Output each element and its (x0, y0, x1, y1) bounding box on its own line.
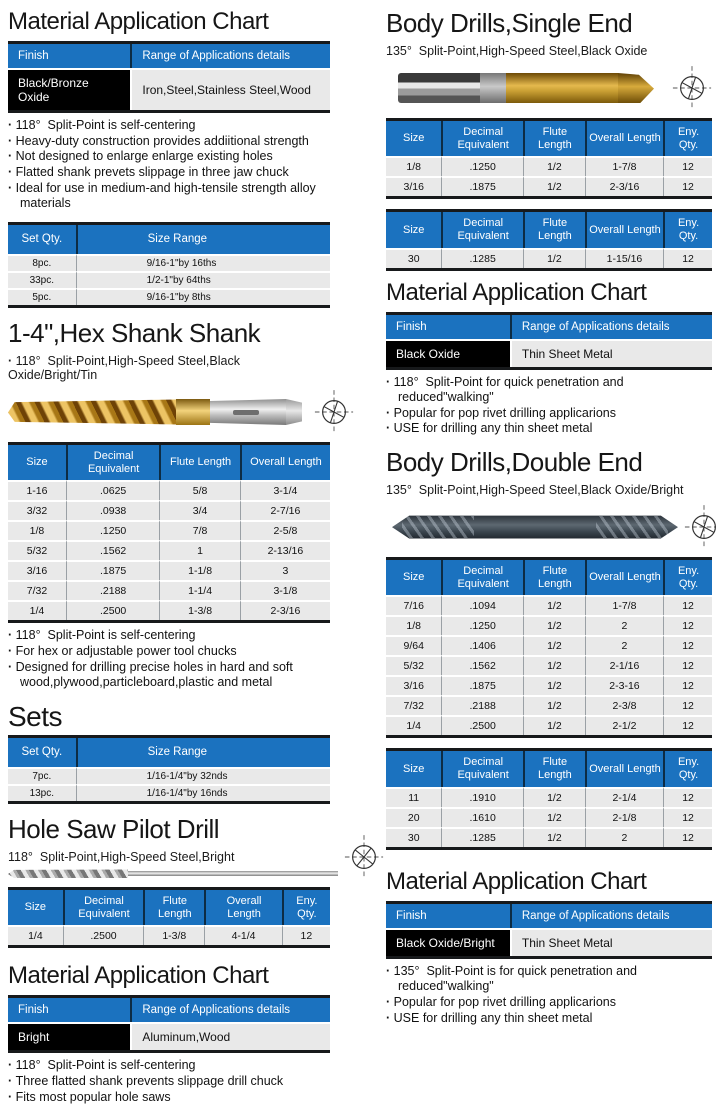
section-title: Hole Saw Pilot Drill (8, 813, 220, 844)
section-sets (8, 701, 330, 804)
table-row (386, 635, 712, 655)
table-cell: .2188 (441, 695, 523, 715)
bullet-item: · USE for drilling any thin sheet metal (386, 421, 712, 437)
table-row (386, 827, 712, 847)
drill-flute (8, 869, 128, 878)
table-cell: 5/32 (386, 655, 441, 675)
section-hex-shank (8, 318, 330, 691)
table-row (8, 520, 330, 540)
table-cell: 2-1/8 (585, 807, 663, 827)
table-cell: 3/4 (159, 500, 240, 520)
data-table (386, 209, 712, 270)
column-header: Flute Length (523, 212, 585, 247)
double-end-drill-image (392, 514, 678, 540)
column-header: Decimal Equivalent (441, 751, 523, 786)
table-row (8, 580, 330, 600)
column-header: Set Qty. (8, 738, 76, 767)
column-header: Overall Length (585, 212, 663, 247)
table-cell: 1/2 (523, 248, 585, 268)
hole-saw-table (8, 887, 330, 948)
table-cell: 5/8 (159, 480, 240, 500)
table-cell: 3/32 (8, 500, 66, 520)
table-cell: 12 (663, 787, 712, 807)
table-row (8, 784, 330, 801)
table-row (8, 767, 330, 784)
hex-shank-drill-image (8, 399, 308, 425)
table-cell: 1/2 (523, 675, 585, 695)
range-cell: Iron,Steel,Stainless Steel,Wood (130, 68, 330, 110)
bullet-item: · Heavy-duty construction provides addiitional strength (8, 134, 330, 150)
table-cell: 1-15/16 (585, 248, 663, 268)
range-cell: Thin Sheet Metal (510, 928, 712, 956)
column-header: Overall Length (585, 121, 663, 156)
table-cell: 4-1/4 (204, 925, 281, 945)
table-cell: 1/16-1/4"by 16nds (76, 784, 330, 801)
header-row (386, 121, 712, 156)
column-header: Size Range (76, 738, 330, 767)
section-title: Material Application Chart (8, 8, 269, 35)
column-header-finish: Finish (8, 44, 130, 68)
double-end-table-fractional (386, 557, 712, 738)
header-row (8, 738, 330, 767)
section-subtitle: 118° Split-Point,High-Speed Steel,Bright (8, 849, 235, 864)
bullet-item: · Ideal for use in medium-and high-tensile strength alloy materials (8, 181, 330, 212)
table-cell: 12 (663, 635, 712, 655)
table-row (8, 480, 330, 500)
table-cell: 7/8 (159, 520, 240, 540)
section-subtitle: 135° Split-Point,High-Speed Steel,Black Oxide/Bright (386, 483, 684, 498)
table-cell: 1-3/8 (143, 925, 204, 945)
table-cell: 12 (663, 156, 712, 176)
table-cell: 1/8 (386, 156, 441, 176)
feature-bullets (8, 118, 330, 212)
table-row (386, 695, 712, 715)
table-row (386, 595, 712, 615)
bullet-item: · 118° Split-Point is self-centering (8, 118, 330, 134)
range-cell: Aluminum,Wood (130, 1022, 330, 1050)
bullet-item: · 135° Split-Point is for quick penetration and reduced"walking" (386, 964, 712, 995)
section-set-quantities (8, 222, 330, 308)
hex-drill-figure (8, 389, 330, 435)
table-cell: 7/16 (386, 595, 441, 615)
table-cell: 12 (663, 655, 712, 675)
double-end-drill-figure (386, 504, 712, 550)
left-column (0, 0, 356, 1115)
finish-cell: Black Oxide/Bright (386, 928, 510, 956)
table-cell: 1/2 (523, 655, 585, 675)
table-cell: 2 (585, 827, 663, 847)
table-cell: 1/4 (8, 925, 63, 945)
table-cell: 1 (159, 540, 240, 560)
table-cell: .1250 (441, 156, 523, 176)
column-header: Eny. Qty. (282, 890, 330, 925)
table-cell: 7/32 (8, 580, 66, 600)
table-cell: 12 (663, 827, 712, 847)
drill-hex-shank (210, 399, 286, 425)
table-cell: 1-1/4 (159, 580, 240, 600)
bullet-item: · Fits most popular hole saws (8, 1090, 330, 1106)
bullet-item: · Three flatted shank prevents slippage drill chuck (8, 1074, 330, 1090)
table-cell: 9/16-1"by 16ths (76, 254, 330, 271)
table-row (386, 339, 712, 367)
material-table (8, 41, 330, 113)
table-cell: .1406 (441, 635, 523, 655)
drill-shank (128, 871, 338, 876)
drill-flute (8, 399, 176, 425)
finish-cell: Black/Bronze Oxide (8, 68, 130, 110)
data-table (8, 735, 330, 804)
single-end-drill-image (398, 73, 654, 103)
table-cell: .1562 (441, 655, 523, 675)
table-cell: .0625 (66, 480, 159, 500)
table-cell: 1-7/8 (585, 156, 663, 176)
table-cell: 2-3/8 (585, 695, 663, 715)
section-title: Material Application Chart (386, 278, 647, 306)
column-header: Size (8, 445, 66, 480)
column-header: Size (386, 560, 441, 595)
range-cell: Thin Sheet Metal (510, 339, 712, 367)
data-table (8, 222, 330, 308)
table-row (386, 675, 712, 695)
table-cell: 1/2 (523, 807, 585, 827)
table-cell: 7/32 (386, 695, 441, 715)
table-row (386, 156, 712, 176)
feature-bullets (386, 375, 712, 438)
table-cell: 2-13/16 (240, 540, 330, 560)
table-cell: 33pc. (8, 271, 76, 288)
bullet-item: · Popular for pop rivet drilling applicarions (386, 406, 712, 422)
table-cell: .2500 (441, 715, 523, 735)
table-cell: 1/8 (8, 520, 66, 540)
table-cell: 11 (386, 787, 441, 807)
table-cell: 12 (663, 715, 712, 735)
table-cell: 2-1/16 (585, 655, 663, 675)
section-body-drills-double (386, 447, 712, 850)
drill-shank-end (286, 399, 302, 425)
header-row (8, 890, 330, 925)
bullet-item: · USE for drilling any thin sheet metal (386, 1011, 712, 1027)
table-cell: 3-1/8 (240, 580, 330, 600)
split-point-icon (684, 504, 716, 550)
table-cell: .1610 (441, 807, 523, 827)
column-header-range: Range of Applications details (510, 904, 712, 928)
section-title: Material Application Chart (8, 962, 269, 990)
table-cell: 9/16-1"by 8ths (76, 288, 330, 305)
table-row (386, 176, 712, 196)
column-header: Flute Length (159, 445, 240, 480)
table-cell: 13pc. (8, 784, 76, 801)
table-cell: 2 (585, 635, 663, 655)
drill-point (618, 73, 654, 103)
header-row (386, 560, 712, 595)
material-table (386, 901, 712, 959)
table-cell: 3/16 (8, 560, 66, 580)
column-header: Size (8, 890, 63, 925)
table-row (8, 500, 330, 520)
section-material-chart-2 (8, 962, 330, 1105)
table-row (8, 1022, 330, 1050)
column-header: Overall Length (585, 560, 663, 595)
table-cell: 12 (663, 248, 712, 268)
table-row (8, 540, 330, 560)
feature-bullets (386, 964, 712, 1027)
bullet-item: · Flatted shank prevets slippage in three jaw chuck (8, 165, 330, 181)
column-header: Flute Length (523, 751, 585, 786)
table-cell: 3 (240, 560, 330, 580)
table-cell: .0938 (66, 500, 159, 520)
table-cell: 1/2 (523, 695, 585, 715)
table-cell: .1875 (441, 176, 523, 196)
table-cell: 2-3/16 (240, 600, 330, 620)
table-cell: 1/2-1"by 64ths (76, 271, 330, 288)
table-cell: 1-3/8 (159, 600, 240, 620)
table-cell: 12 (282, 925, 330, 945)
single-end-table-fractional (386, 118, 712, 199)
header-row (8, 445, 330, 480)
section-subtitle: · 118° Split-Point,High-Speed Steel,Black Oxide/Bright/Tin (8, 354, 330, 382)
table-cell: 2-5/8 (240, 520, 330, 540)
section-title: 1-4",Hex Shank Shank (8, 317, 261, 348)
table-row (8, 271, 330, 288)
bullet-item: · 118° Split-Point for quick penetration and reduced"walking" (386, 375, 712, 406)
table-cell: 3/16 (386, 176, 441, 196)
bullet-item: · 118° Split-Point is self-centering (8, 1058, 330, 1074)
drill-neck (176, 399, 210, 425)
table-row (386, 715, 712, 735)
table-cell: 1/2 (523, 595, 585, 615)
bullet-item: · Designed for drilling precise holes in hard and soft wood,plywood,particleboard,plastic and metal (8, 660, 330, 691)
column-header: Decimal Equivalent (63, 890, 144, 925)
data-table (8, 887, 330, 948)
table-row (8, 68, 330, 110)
pilot-drill-figure (8, 868, 330, 880)
table-cell: 12 (663, 807, 712, 827)
column-header: Eny. Qty. (663, 751, 712, 786)
column-header: Decimal Equivalent (441, 121, 523, 156)
column-header-range: Range of Applications details (130, 998, 330, 1022)
column-header-finish: Finish (386, 315, 510, 339)
column-header: Overall Length (585, 751, 663, 786)
section-material-chart-4 (386, 868, 712, 1027)
table-cell: .1875 (66, 560, 159, 580)
table-cell: 3/16 (386, 675, 441, 695)
table-cell: 1/2 (523, 156, 585, 176)
table-row (8, 925, 330, 945)
table-cell: 30 (386, 827, 441, 847)
table-row (386, 655, 712, 675)
column-header: Set Qty. (8, 225, 76, 254)
feature-bullets (8, 628, 330, 691)
table-cell: 1-1/8 (159, 560, 240, 580)
table-row (386, 615, 712, 635)
section-material-chart-3 (386, 279, 712, 438)
data-table (8, 442, 330, 623)
table-row (386, 928, 712, 956)
column-header: Flute Length (523, 560, 585, 595)
table-cell: 12 (663, 595, 712, 615)
table-cell: 1/4 (8, 600, 66, 620)
table-cell: 12 (663, 675, 712, 695)
column-header: Size (386, 121, 441, 156)
table-cell: 1/2 (523, 787, 585, 807)
table-cell: 30 (386, 248, 441, 268)
table-cell: .1285 (441, 827, 523, 847)
drill-body (506, 73, 618, 103)
drill-shank (398, 73, 480, 103)
material-table (386, 312, 712, 370)
bullet-item: · For hex or adjustable power tool chucks (8, 644, 330, 660)
section-material-chart-1 (8, 8, 330, 212)
table-cell: 1/2 (523, 176, 585, 196)
table-cell: 20 (386, 807, 441, 827)
finish-cell: Bright (8, 1022, 130, 1050)
bullet-item: · Popular for pop rivet drilling applicarions (386, 995, 712, 1011)
single-end-table-wire (386, 209, 712, 270)
table-cell: 3-1/4 (240, 480, 330, 500)
table-cell: 5/32 (8, 540, 66, 560)
table-cell: 2-3-16 (585, 675, 663, 695)
table-cell: 1/2 (523, 715, 585, 735)
column-header-range: Range of Applications details (510, 315, 712, 339)
column-header: Decimal Equivalent (66, 445, 159, 480)
bullet-item: · Not designed to enlarge enlarge existing holes (8, 149, 330, 165)
section-subtitle: 135° Split-Point,High-Speed Steel,Black Oxide (386, 44, 648, 58)
table-cell: 7pc. (8, 767, 76, 784)
pilot-drill-image (8, 868, 338, 880)
header-row (8, 225, 330, 254)
column-header: Flute Length (143, 890, 204, 925)
table-cell: 2-1/4 (585, 787, 663, 807)
single-end-drill-figure (386, 65, 712, 111)
table-cell: .2500 (63, 925, 144, 945)
right-column (356, 0, 716, 1115)
column-header: Eny. Qty. (663, 212, 712, 247)
header-row (386, 212, 712, 247)
table-cell: 2-1/2 (585, 715, 663, 735)
table-cell: .2500 (66, 600, 159, 620)
column-header: Size (386, 212, 441, 247)
split-point-icon (672, 65, 712, 111)
section-title: Body Drills,Double End (386, 447, 643, 478)
material-table (8, 995, 330, 1053)
drill-collar (480, 73, 506, 103)
table-cell: 2-7/16 (240, 500, 330, 520)
data-table (386, 748, 712, 849)
sets-table (8, 735, 330, 804)
column-header: Decimal Equivalent (441, 212, 523, 247)
table-cell: .1875 (441, 675, 523, 695)
table-cell: 1-16 (8, 480, 66, 500)
bullet-item: · 118° Split-Point is self-centering (8, 628, 330, 644)
column-header: Overall Length (240, 445, 330, 480)
table-row (386, 807, 712, 827)
split-point-icon (314, 389, 354, 435)
table-cell: 1/2 (523, 615, 585, 635)
column-header-finish: Finish (386, 904, 510, 928)
column-header: Eny. Qty. (663, 560, 712, 595)
table-cell: .1250 (66, 520, 159, 540)
table-cell: 1/2 (523, 827, 585, 847)
column-header: Flute Length (523, 121, 585, 156)
table-cell: 1/4 (386, 715, 441, 735)
table-cell: 8pc. (8, 254, 76, 271)
table-cell: 1/8 (386, 615, 441, 635)
feature-bullets (8, 1058, 330, 1105)
section-title: Sets (8, 700, 63, 732)
column-header: Overall Length (204, 890, 281, 925)
table-row (8, 288, 330, 305)
table-row (386, 787, 712, 807)
table-cell: 12 (663, 695, 712, 715)
table-cell: .1562 (66, 540, 159, 560)
table-cell: 5pc. (8, 288, 76, 305)
table-row (8, 560, 330, 580)
double-end-table-wire (386, 748, 712, 849)
column-header-finish: Finish (8, 998, 130, 1022)
section-title: Body Drills,Single End (386, 8, 633, 38)
table-cell: 1-7/8 (585, 595, 663, 615)
table-cell: .1285 (441, 248, 523, 268)
data-table (386, 557, 712, 738)
table-row (8, 600, 330, 620)
column-header: Size (386, 751, 441, 786)
table-cell: 9/64 (386, 635, 441, 655)
table-row (8, 254, 330, 271)
table-cell: .1094 (441, 595, 523, 615)
table-cell: 12 (663, 615, 712, 635)
hex-size-table (8, 442, 330, 623)
table-cell: 12 (663, 176, 712, 196)
column-header: Eny. Qty. (663, 121, 712, 156)
finish-cell: Black Oxide (386, 339, 510, 367)
table-cell: 1/2 (523, 635, 585, 655)
table-row (386, 248, 712, 268)
table-cell: 2-3/16 (585, 176, 663, 196)
section-hole-saw (8, 814, 330, 948)
table-cell: 1/16-1/4"by 32nds (76, 767, 330, 784)
table-cell: .2188 (66, 580, 159, 600)
column-header: Decimal Equivalent (441, 560, 523, 595)
table-cell: 2 (585, 615, 663, 635)
data-table (386, 118, 712, 199)
table-cell: .1250 (441, 615, 523, 635)
table-cell: .1910 (441, 787, 523, 807)
header-row (386, 751, 712, 786)
column-header: Size Range (76, 225, 330, 254)
section-body-drills-single (386, 8, 712, 271)
section-title: Material Application Chart (386, 867, 647, 895)
column-header-range: Range of Applications details (130, 44, 330, 68)
